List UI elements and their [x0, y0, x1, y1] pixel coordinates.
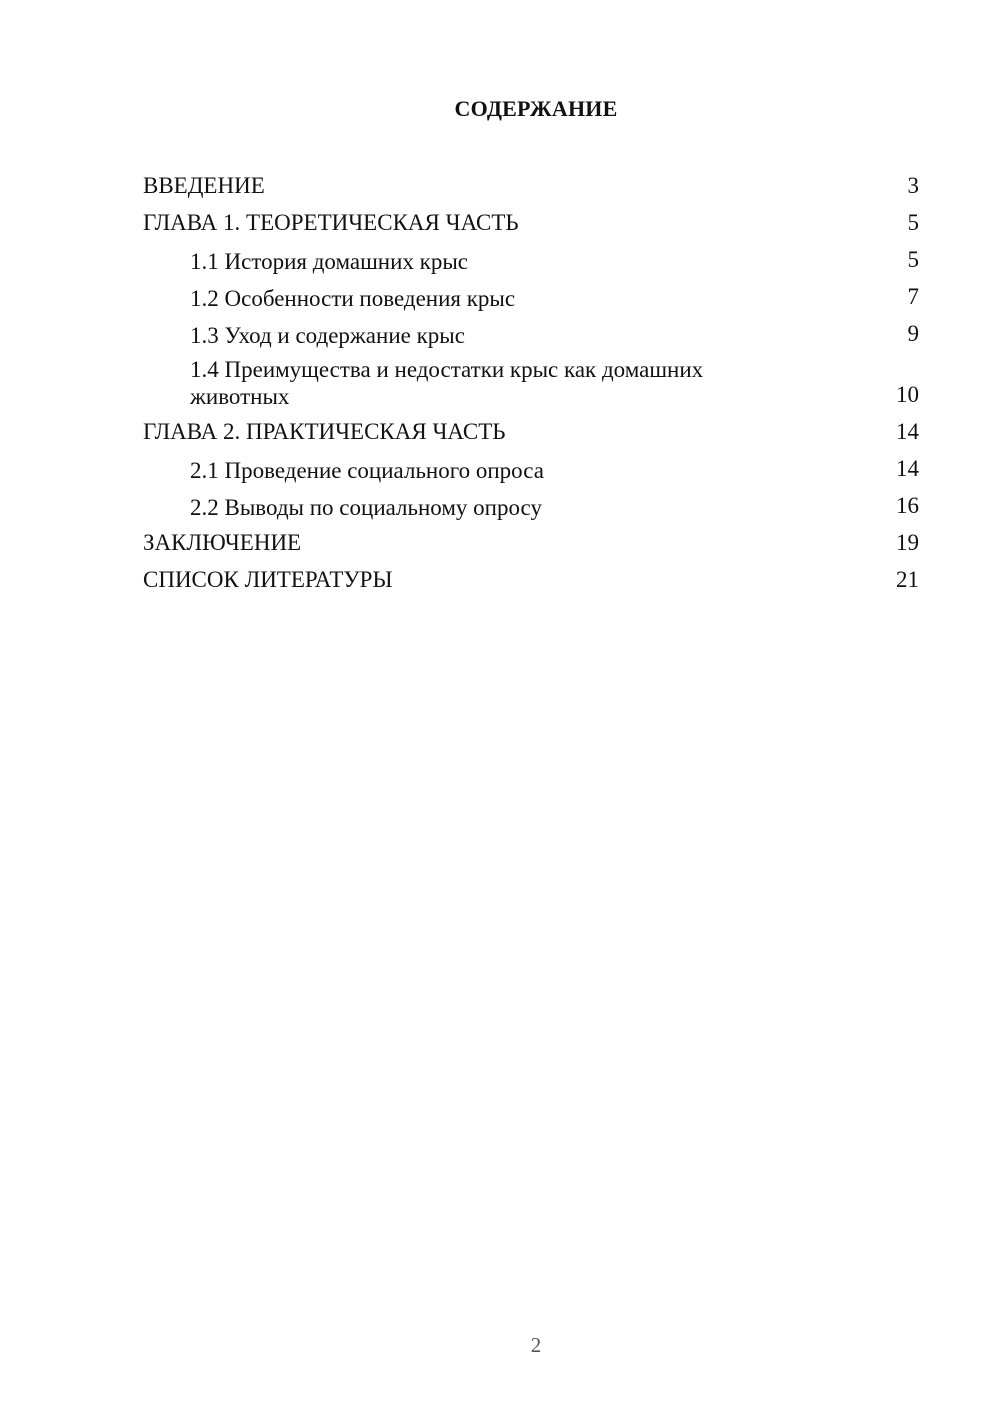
- toc-entry-page: 21: [896, 567, 919, 592]
- toc-entry-label: ГЛАВА 2. ПРАКТИЧЕСКАЯ ЧАСТЬ: [143, 419, 506, 444]
- toc-entry[interactable]: [143, 205, 919, 242]
- toc-entry-label: 1.1 История домашних крыс: [190, 249, 468, 274]
- toc-entry[interactable]: [143, 316, 919, 353]
- toc-entry-page: 14: [896, 419, 919, 444]
- toc-entry-label: 1.3 Уход и содержание крыс: [190, 323, 465, 348]
- toc-entry[interactable]: [143, 242, 919, 279]
- toc-entry-page: 7: [907, 284, 919, 309]
- toc-entry-label: СПИСОК ЛИТЕРАТУРЫ: [143, 567, 393, 592]
- toc-entry[interactable]: [143, 353, 919, 414]
- toc-entry-label: 2.1 Проведение социального опроса: [190, 458, 544, 483]
- toc-entry-label: 1.4 Преимущества и недостатки крыс как домашних животных: [190, 357, 704, 409]
- toc-entry-page: 3: [907, 173, 919, 198]
- toc-entry-page: 14: [896, 456, 919, 481]
- page-number: 2: [530, 1333, 542, 1357]
- toc-entry-label: 2.2 Выводы по социальному опросу: [190, 495, 542, 520]
- toc-entry-label: 1.2 Особенности поведения крыс: [190, 286, 516, 311]
- toc-entry[interactable]: [143, 451, 919, 488]
- toc-entry[interactable]: [143, 488, 919, 525]
- toc-entry-page: 9: [907, 321, 919, 346]
- toc-entry[interactable]: [143, 279, 919, 316]
- toc-entry-page: 10: [896, 382, 919, 407]
- toc-entry-label: ЗАКЛЮЧЕНИЕ: [143, 530, 302, 555]
- toc-entry[interactable]: [143, 168, 919, 205]
- toc-entry-label: ВВЕДЕНИЕ: [143, 173, 265, 198]
- toc-entry-label: ГЛАВА 1. ТЕОРЕТИЧЕСКАЯ ЧАСТЬ: [143, 210, 519, 235]
- toc-entry-page: 16: [896, 493, 919, 518]
- toc-entry[interactable]: [143, 562, 919, 599]
- toc-entry[interactable]: [143, 525, 919, 562]
- toc-entry-page: 5: [907, 210, 919, 235]
- toc-entry[interactable]: [143, 414, 919, 451]
- toc-entry-page: 5: [907, 247, 919, 272]
- toc-entry-page: 19: [896, 530, 919, 555]
- table-of-contents: [143, 168, 919, 599]
- toc-title: СОДЕРЖАНИЕ: [454, 96, 618, 121]
